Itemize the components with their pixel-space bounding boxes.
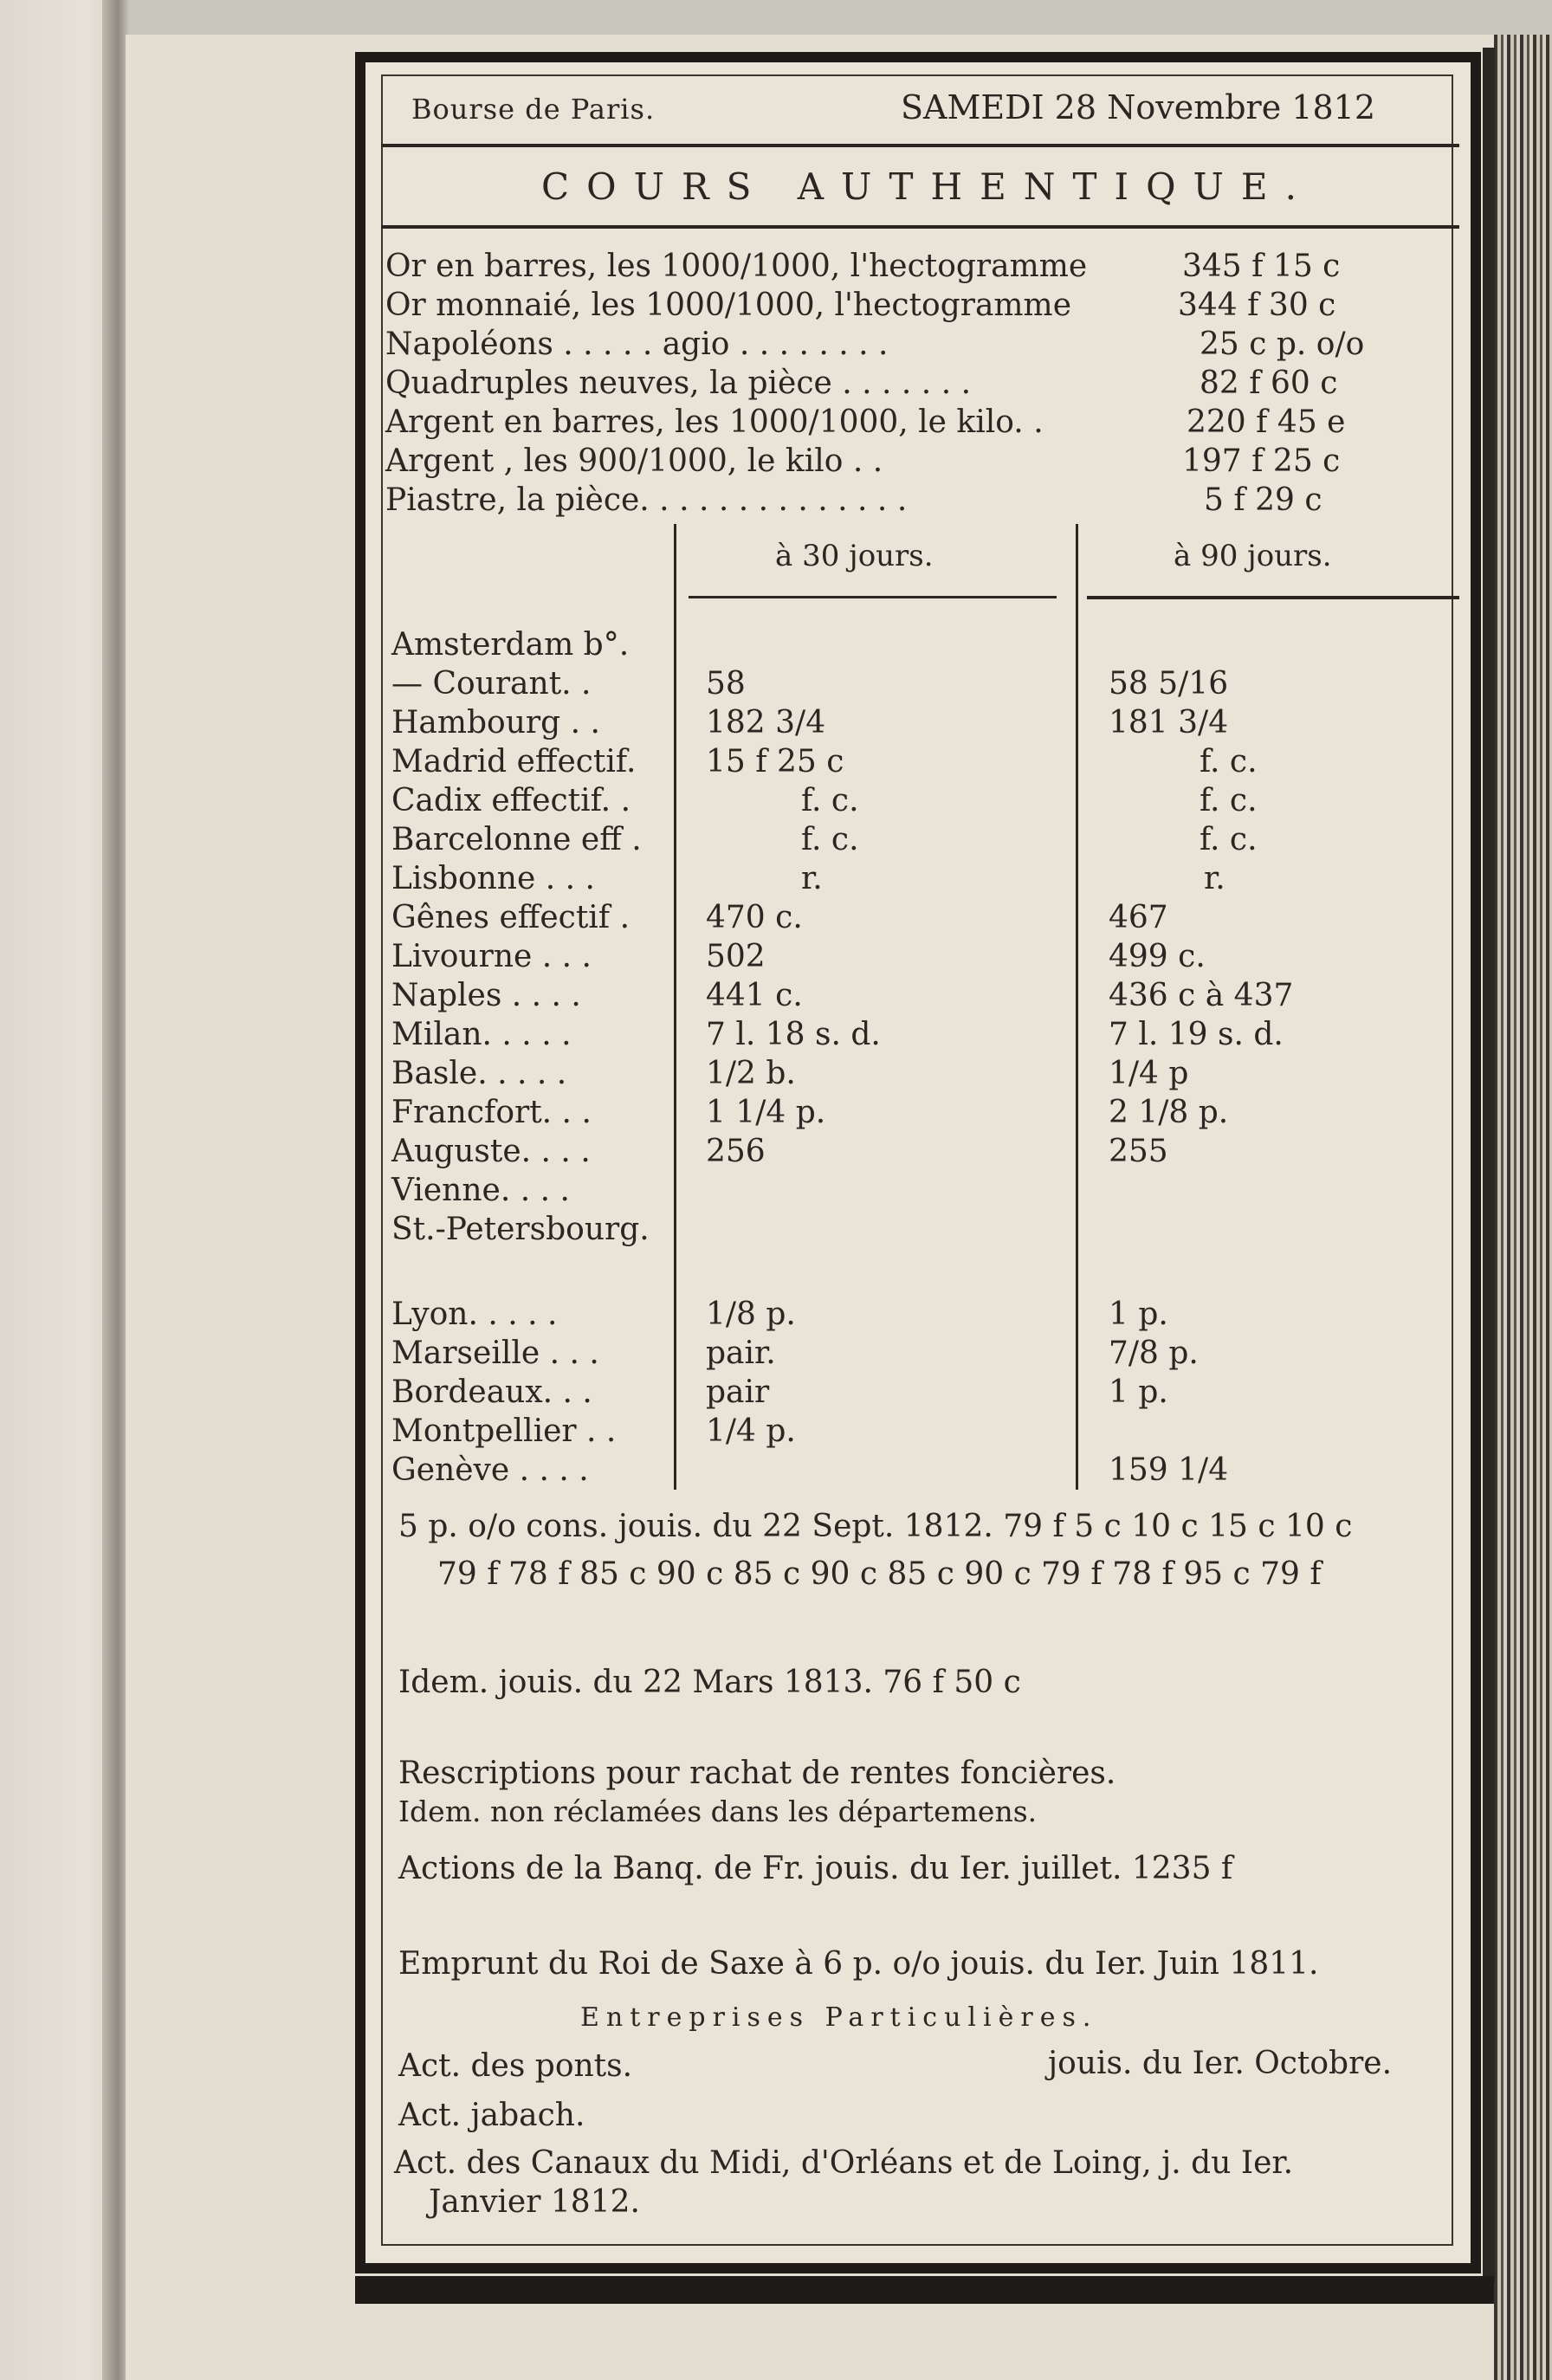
exchange-city: Bordeaux. . . [391, 1374, 592, 1410]
rate-30: 470 c. [706, 900, 803, 935]
rate-90: r. [1204, 861, 1225, 896]
rate-30: r. [801, 861, 823, 896]
exchange-city: Hambourg . . [391, 705, 600, 741]
exchange-city: Francfort. . . [391, 1095, 592, 1130]
rate-90: f. c. [1200, 744, 1258, 779]
exchange-city: Marseille . . . [391, 1336, 599, 1371]
exchange-city: Barcelonne eff . [391, 822, 642, 857]
rate-90: 7 l. 19 s. d. [1109, 1017, 1284, 1052]
rate-90: 436 c à 437 [1109, 978, 1294, 1013]
frame-right-edge [1483, 48, 1495, 2282]
exchange-city: Naples . . . . [391, 978, 581, 1013]
rate-90: 499 c. [1109, 939, 1206, 974]
rate-90: 2 1/8 p. [1109, 1095, 1229, 1130]
exchange-city: Amsterdam b°. [391, 627, 630, 663]
exchange-city: St.-Petersbourg. [391, 1212, 650, 1247]
exchange-city: Madrid effectif. [391, 744, 637, 779]
act-ponts-jouis: jouis. du Ier. Octobre. [1048, 2046, 1393, 2081]
metal-value: 197 f 25 c [1182, 443, 1341, 479]
rate-90: f. c. [1200, 783, 1258, 818]
column-header-rule-90 [1087, 596, 1459, 599]
rate-90: 58 5/16 [1109, 666, 1229, 702]
act-canaux-date: Janvier 1812. [429, 2184, 640, 2220]
column-divider-left [674, 524, 676, 1490]
metal-label: Quadruples neuves, la pièce . . . . . . . [385, 365, 972, 401]
rate-30: 7 l. 18 s. d. [706, 1017, 881, 1052]
rentes-line-1: 5 p. o/o cons. jouis. du 22 Sept. 1812. 79 f 5 c 10 c 15 c 10 c [398, 1509, 1353, 1544]
rate-30: 182 3/4 [706, 705, 826, 741]
column-header-30: à 30 jours. [775, 539, 934, 573]
rate-90: 255 [1109, 1134, 1168, 1169]
rate-30: 502 [706, 939, 766, 974]
exchange-city: Basle. . . . . [391, 1056, 567, 1091]
header-date: SAMEDI 28 Novembre 1812 [901, 88, 1375, 126]
rate-30: 256 [706, 1134, 766, 1169]
column-header-rule-30 [689, 596, 1057, 598]
rate-90: 467 [1109, 900, 1168, 935]
rate-30: 58 [706, 666, 746, 702]
act-canaux: Act. des Canaux du Midi, d'Orléans et de Loing, j. du Ier. [394, 2145, 1294, 2181]
rate-30: 1 1/4 p. [706, 1095, 826, 1130]
rate-30: 1/8 p. [706, 1297, 796, 1332]
rate-30: 1/4 p. [706, 1413, 796, 1449]
act-jabach: Act. jabach. [398, 2098, 585, 2133]
metal-label: Argent en barres, les 1000/1000, le kilo. . [385, 404, 1044, 440]
exchange-city: Milan. . . . . [391, 1017, 572, 1052]
metal-value: 25 c p. o/o [1200, 327, 1365, 362]
header-bourse: Bourse de Paris. [411, 93, 656, 126]
page-edges [1494, 35, 1552, 2380]
column-header-90: à 90 jours. [1174, 539, 1332, 573]
rate-90: 159 1/4 [1109, 1452, 1229, 1488]
frame-bottom-bar [355, 2276, 1494, 2304]
metal-label: Piastre, la pièce. . . . . . . . . . . . . . [385, 482, 908, 518]
rate-30: 441 c. [706, 978, 803, 1013]
bank-actions: Actions de la Banq. de Fr. jouis. du Ier. juillet. 1235 f [398, 1851, 1233, 1886]
rate-30: f. c. [801, 822, 859, 857]
rate-90: 7/8 p. [1109, 1336, 1199, 1371]
exchange-city: Auguste. . . . [391, 1134, 591, 1169]
rate-30: 15 f 25 c [706, 744, 844, 779]
metal-label: Or monnaié, les 1000/1000, l'hectogramme [385, 288, 1071, 323]
exchange-city: Lyon. . . . . [391, 1297, 558, 1332]
rate-30: 1/2 b. [706, 1056, 796, 1091]
rate-90: 1 p. [1109, 1374, 1168, 1410]
act-ponts: Act. des ponts. [398, 2048, 633, 2084]
rentes-line-2: 79 f 78 f 85 c 90 c 85 c 90 c 85 c 90 c 79 f 78 f 95 c 79 f [437, 1556, 1322, 1592]
metal-label: Napoléons . . . . . agio . . . . . . . . [385, 327, 889, 362]
rentes-idem: Idem. jouis. du 22 Mars 1813. 76 f 50 c [398, 1665, 1021, 1700]
rate-90: 1 p. [1109, 1297, 1168, 1332]
metal-value: 345 f 15 c [1182, 249, 1341, 284]
metal-value: 344 f 30 c [1178, 288, 1336, 323]
metal-label: Argent , les 900/1000, le kilo . . [385, 443, 883, 479]
title-rule [381, 225, 1459, 229]
rate-90: 181 3/4 [1109, 705, 1229, 741]
exchange-city: Montpellier . . [391, 1413, 617, 1449]
rescriptions-idem: Idem. non réclamées dans les départemens. [398, 1795, 1038, 1828]
header-rule [381, 144, 1459, 147]
metal-value: 82 f 60 c [1200, 365, 1338, 401]
metal-value: 5 f 29 c [1204, 482, 1322, 518]
rate-90: 1/4 p [1109, 1056, 1189, 1091]
exchange-city: — Courant. . [391, 666, 592, 702]
rate-30: f. c. [801, 783, 859, 818]
exchange-city: Genève . . . . [391, 1452, 589, 1488]
emprunt-saxe: Emprunt du Roi de Saxe à 6 p. o/o jouis. du Ier. Juin 1811. [398, 1946, 1319, 1982]
book-gutter [102, 0, 128, 2380]
page-title: COURS AUTHENTIQUE. [541, 165, 1314, 208]
rate-30: pair [706, 1374, 770, 1410]
section-title-entreprises: Entreprises Particulières. [580, 2002, 1098, 2033]
exchange-city: Lisbonne . . . [391, 861, 595, 896]
exchange-city: Livourne . . . [391, 939, 592, 974]
column-divider-right [1076, 524, 1078, 1490]
metal-value: 220 f 45 e [1187, 404, 1346, 440]
exchange-city: Cadix effectif. . [391, 783, 631, 818]
metal-label: Or en barres, les 1000/1000, l'hectogramme [385, 249, 1088, 284]
rescriptions: Rescriptions pour rachat de rentes foncières. [398, 1756, 1116, 1791]
rate-30: pair. [706, 1336, 776, 1371]
exchange-city: Vienne. . . . [391, 1173, 570, 1208]
exchange-city: Gênes effectif . [391, 900, 630, 935]
rate-90: f. c. [1200, 822, 1258, 857]
